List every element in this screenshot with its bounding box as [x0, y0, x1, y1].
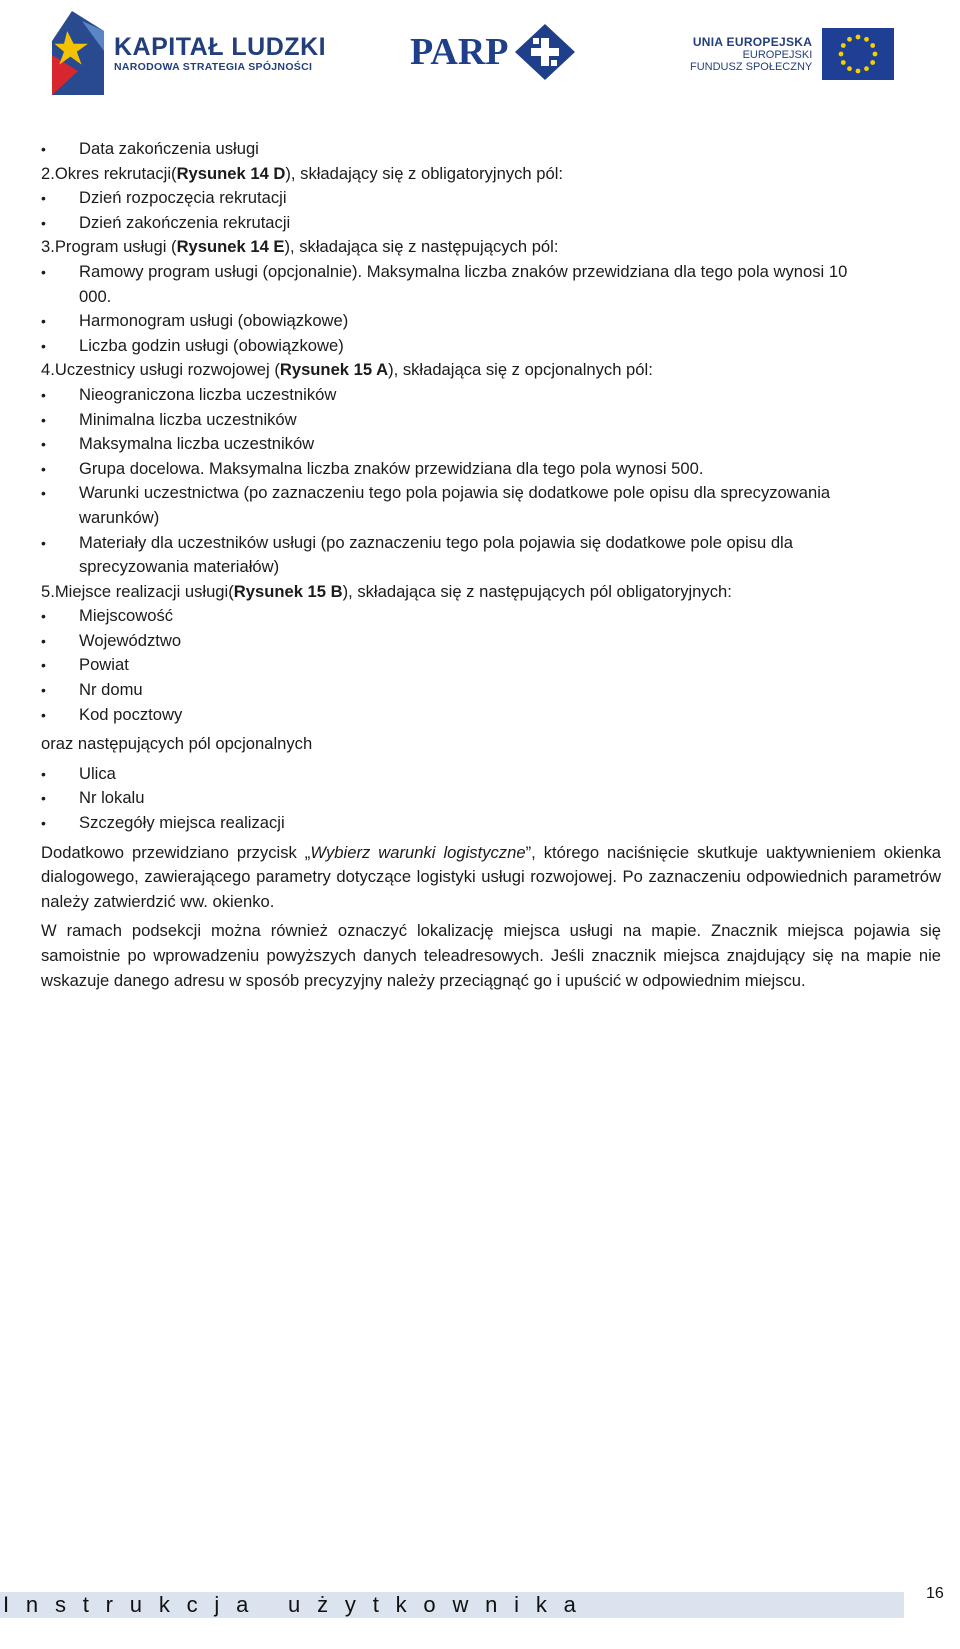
footer-title: Instrukcja użytkownika	[3, 1592, 593, 1617]
eu-star-icon	[871, 60, 876, 65]
eu-logo	[690, 24, 894, 84]
eu-flag-icon	[822, 28, 894, 80]
eu-star-icon	[839, 52, 844, 57]
section-text: ), składająca się z opcjonalnych pól:	[388, 360, 653, 380]
kapital-ludzki-title: KAPITAŁ LUDZKI	[114, 33, 327, 61]
parp-emblem-icon	[515, 24, 575, 80]
list-item: • Maksymalna liczba uczestników	[41, 432, 941, 457]
list-item: • Grupa docelowa. Maksymalna liczba znaków przewidziana dla tego pola wynosi 500.	[41, 457, 941, 482]
optional-fields-intro: oraz następujących pól opcjonalnych	[41, 734, 313, 754]
section-text: ), składający się z obligatoryjnych pól:	[285, 163, 564, 183]
section-4-heading	[41, 358, 941, 383]
kapital-ludzki-emblem-icon	[52, 11, 104, 95]
eu-star-icon	[856, 35, 861, 40]
eu-star-icon	[871, 43, 876, 48]
list-item: • Nr lokalu	[41, 786, 941, 811]
list-item-continuation: sprecyzowania materiałów)	[79, 557, 280, 577]
page-number: 16	[926, 1585, 944, 1602]
paragraph-text: ”, którego naciśnięcie skutkuje uaktywnieniem okienka dialogowego, zawierającego parametry dotyczące logistyki usługi rozwojowej. Po zaznaczeniu odpowiednich parametrów należy zatwierdzić ww. okienko.	[41, 842, 941, 911]
list-item: • Ramowy program usługi (opcjonalnie). Maksymalna liczba znaków przewidziana dla tego pola wynosi 10	[41, 260, 941, 285]
eu-line-3: FUNDUSZ SPOŁECZNY	[690, 61, 813, 73]
eu-star-icon	[864, 66, 869, 71]
list-item: • Kod pocztowy	[41, 703, 941, 728]
section-text: Okres rekrutacji(	[54, 163, 177, 183]
parp-wordmark: PARP	[410, 31, 509, 73]
eu-star-icon	[864, 37, 869, 42]
list-item-continuation: 000.	[79, 286, 112, 306]
list-item: • Warunki uczestnictwa (po zaznaczeniu tego pola pojawia się dodatkowe pole opisu dla sprecyzowania	[41, 481, 941, 506]
button-name-ref: Wybierz warunki logistyczne	[310, 842, 526, 862]
figure-ref: Rysunek 15 B	[233, 581, 343, 601]
eu-star-icon	[841, 43, 846, 48]
section-2-heading	[41, 162, 941, 187]
parp-logo	[410, 22, 575, 82]
eu-line-2: EUROPEJSKI	[742, 49, 813, 61]
section-5-heading	[41, 580, 941, 605]
eu-star-icon	[856, 69, 861, 74]
eu-star-icon	[841, 60, 846, 65]
list-item: • Miejscowość	[41, 604, 941, 629]
section-number: 3.	[41, 237, 55, 257]
kapital-ludzki-subtitle: NARODOWA STRATEGIA SPÓJNOŚCI	[114, 61, 313, 73]
eu-line-1: UNIA EUROPEJSKA	[692, 35, 813, 49]
list-item: • Materiały dla uczestników usługi (po zaznaczeniu tego pola pojawia się dodatkowe pole opisu dla	[41, 531, 941, 556]
list-item: • Liczba godzin usługi (obowiązkowe)	[41, 334, 941, 359]
section-text: ), składająca się z następujących pól:	[284, 237, 559, 257]
section-number: 5.	[41, 581, 55, 601]
section-text: Miejsce realizacji usługi(	[54, 581, 234, 601]
paragraph-logistics	[41, 841, 941, 915]
list-item: • Ulica	[41, 762, 941, 787]
page-header	[0, 0, 960, 110]
list-item: • Data zakończenia usługi	[41, 137, 941, 162]
figure-ref: Rysunek 14 D	[176, 163, 286, 183]
kapital-ludzki-logo	[52, 10, 326, 96]
list-item-continuation: warunków)	[79, 507, 160, 527]
paragraph-text: Dodatkowo przewidziano przycisk „	[41, 842, 311, 862]
list-item: • Województwo	[41, 629, 941, 654]
figure-ref: Rysunek 15 A	[279, 360, 389, 380]
list-item: • Minimalna liczba uczestników	[41, 408, 941, 433]
section-number: 2.	[41, 163, 55, 183]
section-text: Uczestnicy usługi rozwojowej (	[54, 360, 280, 380]
list-item: • Harmonogram usługi (obowiązkowe)	[41, 309, 941, 334]
document-body	[41, 137, 941, 993]
kapital-ludzki-text	[114, 33, 326, 73]
list-item: • Szczegóły miejsca realizacji	[41, 811, 941, 836]
section-text: ), składająca się z następujących pól obligatoryjnych:	[342, 581, 732, 601]
section-3-heading	[41, 235, 941, 260]
list-item: • Dzień zakończenia rekrutacji	[41, 211, 941, 236]
eu-text	[690, 35, 812, 73]
paragraph-map: W ramach podsekcji można również oznaczyć lokalizację miejsca usługi na mapie. Znacznik miejsca pojawia się samoistnie po wprowadzeniu powyższych danych teleadresowych. Jeśli znacznik miejsca znajdujący się na mapie nie wskazuje danego adresu w sposób precyzyjny należy przeciągnąć go i upuścić w odpowiednim miejscu.	[41, 921, 941, 990]
list-item: • Nr domu	[41, 678, 941, 703]
list-item: • Dzień rozpoczęcia rekrutacji	[41, 186, 941, 211]
list-item: • Nieograniczona liczba uczestników	[41, 383, 941, 408]
figure-ref: Rysunek 14 E	[176, 237, 285, 257]
eu-star-icon	[847, 66, 852, 71]
section-text: Program usługi (	[54, 237, 177, 257]
eu-star-icon	[847, 37, 852, 42]
eu-star-icon	[873, 52, 878, 57]
list-item: • Powiat	[41, 653, 941, 678]
section-number: 4.	[41, 360, 55, 380]
